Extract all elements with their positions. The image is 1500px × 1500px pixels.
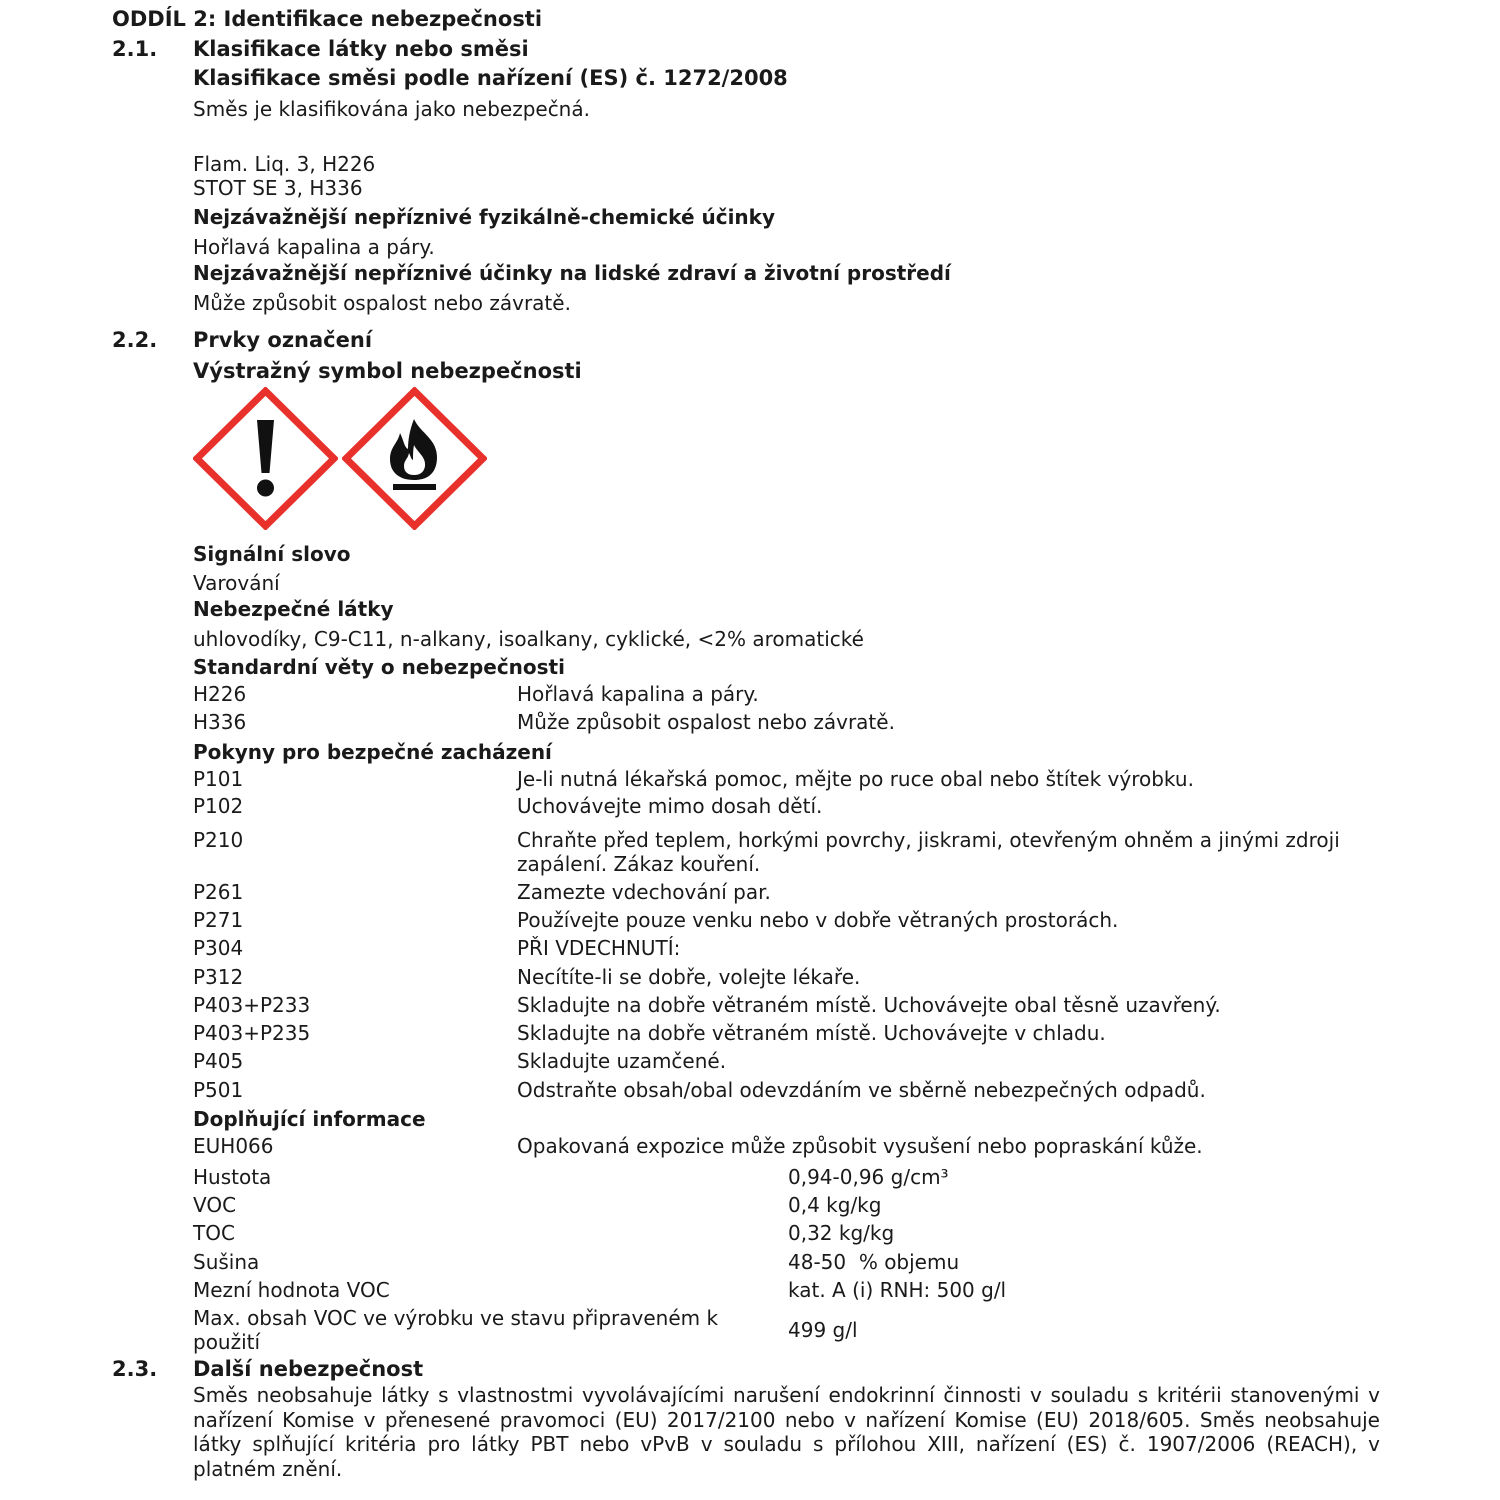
heading-label-elements: Prvky označení — [193, 328, 373, 352]
other-hazards-text: Směs neobsahuje látky s vlastnostmi vyvolávajícími narušení endokrinní činnosti v souladu s kritérii stanovenými v nařízení Komise v přenesené pravomoci (EU) 2017/2100 nebo v nařízení Komise (EU) 2018/605. Směs neobsahuje látky splňující kritéria pro látky PBT nebo vPvB v souladu s přílohou XIII, nařízení (ES) č. 1907/2006 (REACH), v platném znění. — [193, 1383, 1380, 1481]
prop-value: kat. A (i) RNH: 500 g/l — [788, 1278, 1007, 1302]
p-text: Chraňte před teplem, horkými povrchy, jiskrami, otevřeným ohněm a jinými zdroji zapálení. Zákaz kouření. — [517, 828, 1340, 876]
heading-other-hazards: Další nebezpečnost — [193, 1357, 424, 1381]
p-text: Používejte pouze venku nebo v dobře větraných prostorách. — [517, 908, 1119, 932]
health-effects-text: Může způsobit ospalost nebo závratě. — [193, 291, 571, 315]
p-text: Necítíte-li se dobře, volejte lékaře. — [517, 965, 861, 989]
euh-text: Opakovaná expozice může způsobit vysušení nebo popraskání kůže. — [517, 1134, 1203, 1158]
heading-signal-word: Signální slovo — [193, 542, 351, 566]
prop-label: TOC — [193, 1221, 235, 1245]
classified-text: Směs je klasifikována jako nebezpečná. — [193, 97, 590, 121]
prop-value: 499 g/l — [788, 1318, 858, 1342]
heading-classification: Klasifikace látky nebo směsi — [193, 37, 529, 61]
exclamation-mark-icon — [193, 387, 338, 530]
p-text: Skladujte na dobře větraném místě. Uchovávejte obal těsně uzavřený. — [517, 993, 1221, 1017]
p-code: P210 — [193, 828, 244, 852]
prop-label: VOC — [193, 1193, 237, 1217]
p-code: P501 — [193, 1078, 244, 1102]
p-text: Skladujte na dobře větraném místě. Uchovávejte v chladu. — [517, 1021, 1106, 1045]
h-code: H226 — [193, 682, 247, 706]
p-code: P312 — [193, 965, 244, 989]
p-code: P405 — [193, 1049, 244, 1073]
heading-precautionary-statements: Pokyny pro bezpečné zacházení — [193, 740, 552, 764]
heading-health-effects: Nejzávažnější nepříznivé účinky na lidské zdraví a životní prostředí — [193, 261, 951, 285]
h-text: Hořlavá kapalina a páry. — [517, 682, 759, 706]
heading-physchem-effects: Nejzávažnější nepříznivé fyzikálně-chemické účinky — [193, 205, 776, 229]
section-title: ODDÍL 2: Identifikace nebezpečnosti — [112, 7, 543, 31]
heading-hazard-pictograms: Výstražný symbol nebezpečnosti — [193, 359, 582, 383]
p-code: P261 — [193, 880, 244, 904]
p-text: PŘI VDECHNUTÍ: — [517, 936, 681, 960]
p-code: P304 — [193, 936, 244, 960]
p-text: Uchovávejte mimo dosah dětí. — [517, 794, 823, 818]
prop-label: Sušina — [193, 1250, 260, 1274]
heading-hazard-statements: Standardní věty o nebezpečnosti — [193, 655, 565, 679]
hazard-class-1: Flam. Liq. 3, H226 — [193, 152, 376, 176]
p-code: P271 — [193, 908, 244, 932]
h-code: H336 — [193, 710, 247, 734]
prop-value: 48-50 % objemu — [788, 1250, 960, 1274]
hazardous-substances-text: uhlovodíky, C9-C11, n-alkany, isoalkany, cyklické, <2% aromatické — [193, 627, 864, 651]
prop-value: 0,32 kg/kg — [788, 1221, 895, 1245]
p-text: Zamezte vdechování par. — [517, 880, 771, 904]
p-code: P102 — [193, 794, 244, 818]
p-text: Je-li nutná lékařská pomoc, mějte po ruce obal nebo štítek výrobku. — [517, 767, 1194, 791]
p-text: Odstraňte obsah/obal odevzdáním ve sběrně nebezpečných odpadů. — [517, 1078, 1206, 1102]
flame-icon — [342, 387, 487, 530]
euh-code: EUH066 — [193, 1134, 274, 1158]
p-code: P403+P235 — [193, 1021, 311, 1045]
heading-classification-regulation: Klasifikace směsi podle nařízení (ES) č. 1272/2008 — [193, 66, 788, 90]
signal-word: Varování — [193, 571, 280, 595]
p-code: P403+P233 — [193, 993, 311, 1017]
section-number-2-1: 2.1. — [112, 37, 158, 61]
h-text: Může způsobit ospalost nebo závratě. — [517, 710, 895, 734]
section-number-2-3: 2.3. — [112, 1357, 158, 1381]
hazard-class-2: STOT SE 3, H336 — [193, 176, 363, 200]
p-code: P101 — [193, 767, 244, 791]
heading-hazardous-substances: Nebezpečné látky — [193, 597, 394, 621]
section-number-2-2: 2.2. — [112, 328, 158, 352]
heading-supplementary-info: Doplňující informace — [193, 1107, 426, 1131]
prop-label: Mezní hodnota VOC — [193, 1278, 390, 1302]
physchem-effects-text: Hořlavá kapalina a páry. — [193, 235, 435, 259]
prop-label: Hustota — [193, 1165, 272, 1189]
prop-label: Max. obsah VOC ve výrobku ve stavu připraveném k použití — [193, 1306, 719, 1354]
prop-value: 0,94-0,96 g/cm³ — [788, 1165, 949, 1189]
prop-value: 0,4 kg/kg — [788, 1193, 882, 1217]
p-text: Skladujte uzamčené. — [517, 1049, 727, 1073]
